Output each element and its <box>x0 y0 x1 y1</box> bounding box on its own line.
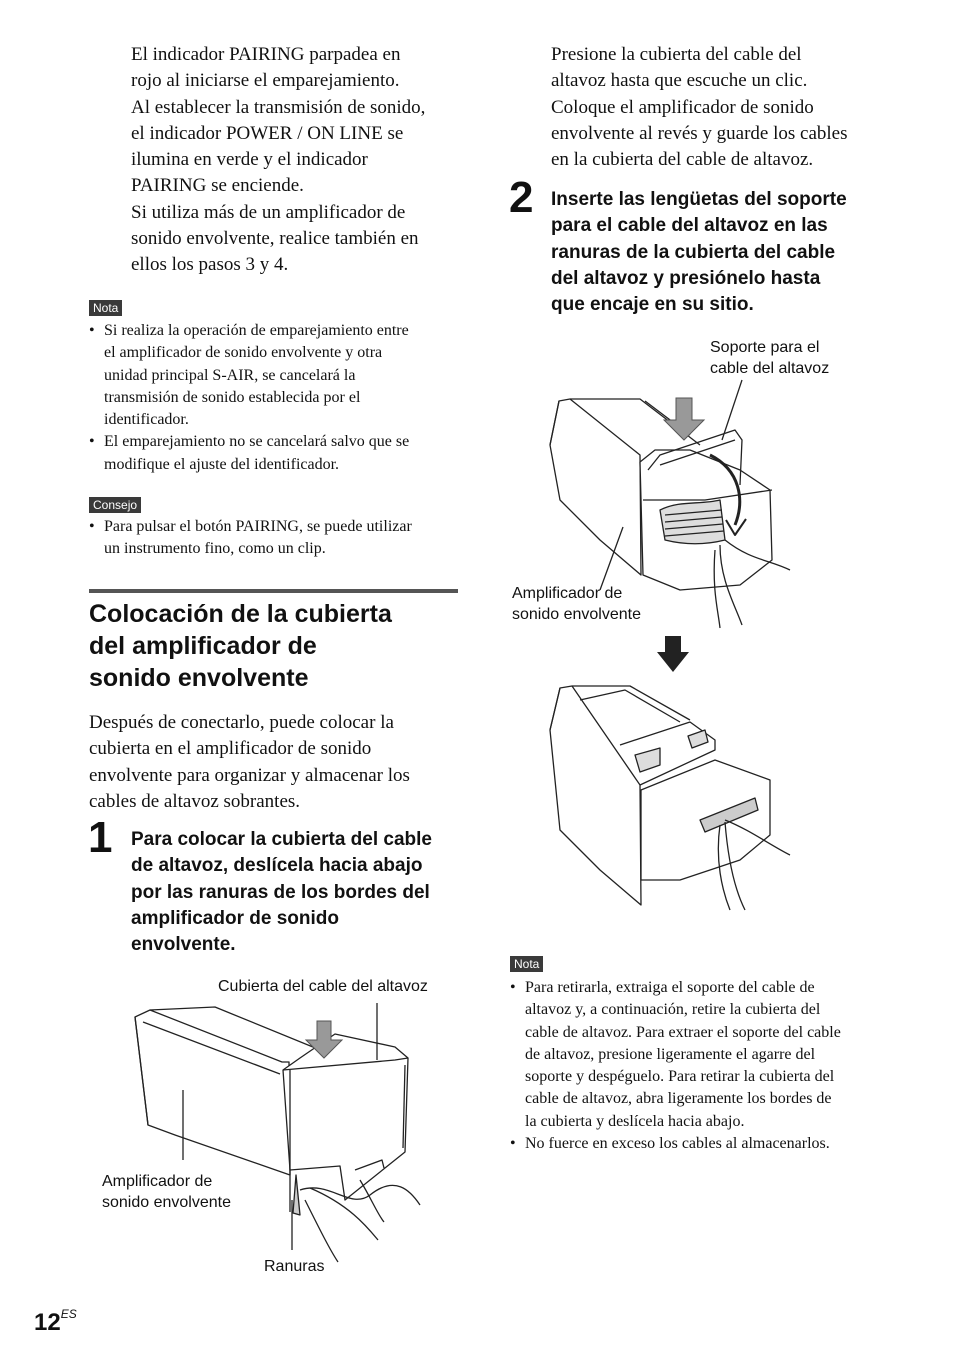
label-cover: Cubierta del cable del altavoz <box>218 978 428 995</box>
list-item <box>510 977 905 1133</box>
text-line: • El emparejamiento no se cancelará salvo que se <box>104 433 410 451</box>
text-line: del altavoz y presiónelo hasta <box>551 267 821 289</box>
label-slots: Ranuras <box>264 1258 325 1275</box>
text-line: Inserte las lengüetas del soporte <box>551 189 847 210</box>
text-line: por las ranuras de los bordes del <box>131 881 430 903</box>
step-number-2: 2 <box>509 173 534 222</box>
text-line: Después de conectarlo, puede colocar la <box>89 712 394 733</box>
tip-tag: Consejo <box>89 497 141 513</box>
text-line: ranuras de la cubierta del cable <box>551 241 836 263</box>
text-line: para el cable del altavoz en las <box>551 215 828 237</box>
text-line: transmisión de sonido establecida por el <box>104 388 361 406</box>
text-line: • Si realiza la operación de emparejamiento entre <box>104 322 409 339</box>
page-language-suffix: ES <box>60 1307 77 1321</box>
text-line: PAIRING se enciende. <box>131 175 304 197</box>
text-line: modifique el ajuste del identificador. <box>104 455 340 473</box>
text-line: Amplificador de <box>102 1173 213 1190</box>
note-tag-right: Nota <box>510 956 543 972</box>
text-line: cables de altavoz sobrantes. <box>89 790 301 812</box>
text-line: amplificador de sonido <box>131 907 339 929</box>
text-line: Al establecer la transmisión de sonido, <box>131 96 426 118</box>
text-line: cable de altavoz. Para extraer el soporte del cable <box>525 1023 841 1041</box>
text-line: ellos los pasos 3 y 4. <box>131 254 289 276</box>
text-line: la cubierta y deslícela hacia abajo. <box>525 1112 745 1130</box>
text-line: sonido envolvente <box>102 1194 231 1211</box>
text-line: cable de altavoz, abra ligeramente los bordes de <box>525 1090 832 1108</box>
text-line: • Para retirarla, extraiga el soporte del cable de <box>525 979 815 996</box>
page-number <box>34 1299 77 1338</box>
text-line: el amplificador de sonido envolvente y otra <box>104 344 383 362</box>
text-line: • No fuerce en exceso los cables al almacenarlos. <box>525 1135 830 1153</box>
text-line: cubierta en el amplificador de sonido <box>89 738 372 760</box>
text-line: • Para pulsar el botón PAIRING, se puede utilizar <box>104 518 412 535</box>
text-line: unidad principal S-AIR, se cancelará la <box>104 366 356 384</box>
list-item <box>510 1133 905 1155</box>
text-line: el indicador POWER / ON LINE se <box>131 122 404 144</box>
text-line: que encaje en su sitio. <box>551 294 754 316</box>
step-number-1: 1 <box>88 813 113 862</box>
text-line: de altavoz, presione ligeramente el agarre del <box>525 1045 816 1063</box>
text-line: en la cubierta del cable de altavoz. <box>551 149 814 171</box>
text-line: Presione la cubierta del cable del <box>551 44 802 65</box>
heading-line: del amplificador de <box>89 632 317 660</box>
text-line: Para colocar la cubierta del cable <box>131 829 432 850</box>
heading-line: Colocación de la cubierta <box>89 600 392 628</box>
text-line: de altavoz, deslícela hacia abajo <box>131 855 423 877</box>
text-line: sonido envolvente <box>512 606 641 623</box>
text-line: rojo al iniciarse el emparejamiento. <box>131 70 400 92</box>
text-line: cable del altavoz <box>710 360 830 377</box>
text-line: envolvente para organizar y almacenar los <box>89 764 410 786</box>
note-list-right <box>510 977 905 1155</box>
text-line: Coloque el amplificador de sonido <box>551 96 814 118</box>
heading-line: sonido envolvente <box>89 664 309 692</box>
text-line: sonido envolvente, realice también en <box>131 228 419 250</box>
text-line: envolvente al revés y guarde los cables <box>551 122 848 144</box>
text-line: altavoz hasta que escuche un clic. <box>551 70 808 92</box>
text-line: identificador. <box>104 411 189 429</box>
text-line: soporte y despéguelo. Para retirar la cubierta del <box>525 1068 835 1086</box>
text-line: ilumina en verde y el indicador <box>131 149 368 171</box>
page-number-value: 12 <box>34 1309 61 1336</box>
text-line: altavoz y, a continuación, retire la cubierta del <box>525 1001 821 1019</box>
text-line: un instrumento fino, como un clip. <box>104 540 326 558</box>
note-tag: Nota <box>89 300 122 316</box>
text-line: Soporte para el <box>710 339 820 356</box>
text-line: Amplificador de <box>512 585 623 602</box>
text-line: Si utiliza más de un amplificador de <box>131 201 406 223</box>
text-line: envolvente. <box>131 934 236 956</box>
text-line: El indicador PAIRING parpadea en <box>131 44 401 65</box>
